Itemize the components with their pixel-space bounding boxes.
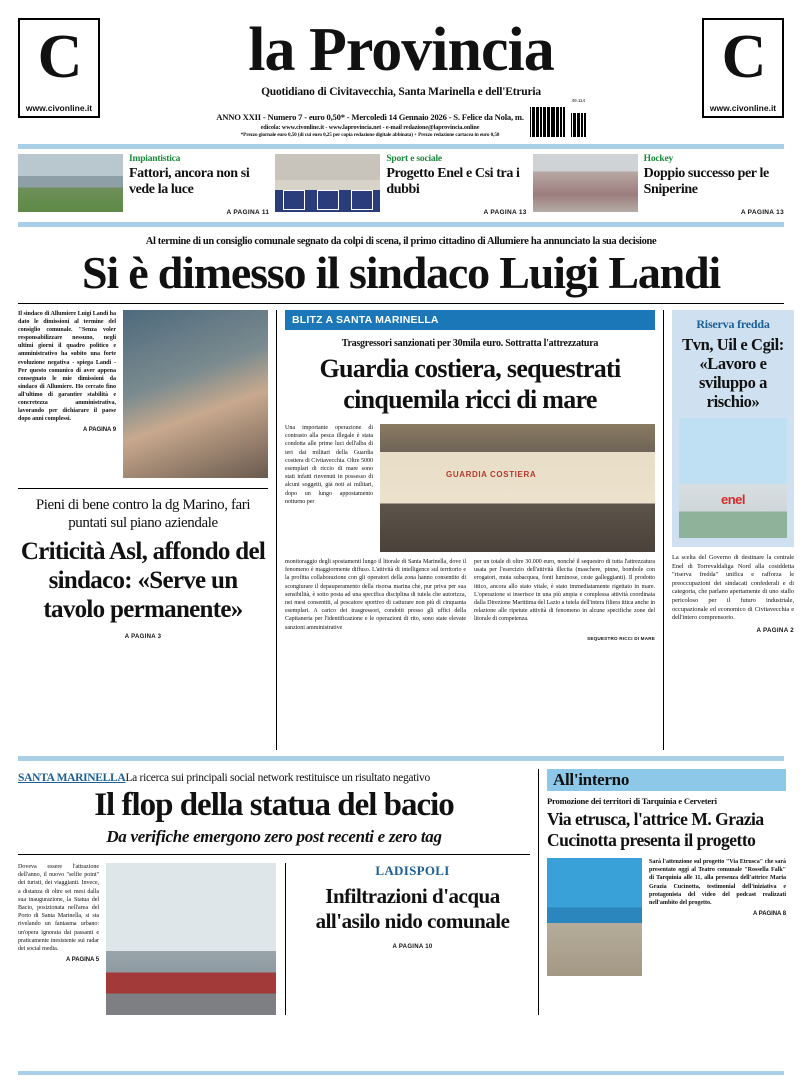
- left-column-divider: [18, 488, 268, 489]
- teaser-page-ref-3: A PAGINA 13: [740, 209, 784, 216]
- logo-letter-left: C: [37, 23, 81, 91]
- teaser-kicker-2: Sport e sociale: [386, 154, 442, 164]
- santa-marinella-line: [18, 769, 530, 785]
- barcode-icon: [530, 103, 565, 137]
- web-line: edicola: www.civonline.it - www.laprovincia.net - e-mail redazione@laprovincia.online: [260, 123, 480, 131]
- ladispoli-page-ref: A PAGINA 10: [392, 944, 433, 950]
- logo-letter-right: C: [721, 23, 765, 91]
- teaser-page-ref-2: A PAGINA 13: [483, 209, 527, 216]
- teaser-headline-3[interactable]: Doppio successo per le Sniperine: [643, 166, 769, 197]
- price-note: *Prezzo giornale euro 0,50 (di cui euro 0,25 per copia redazione digitale abbinata) + Prezzo redazione cartacea in euro 0,50: [240, 132, 500, 138]
- blitz-banner: BLITZ A SANTA MARINELLA: [285, 310, 655, 330]
- allinterno-body-text: Sarà l'attenzione sul progetto "Via Etrusca" che sarà presentato oggi al Teatro comunale "Rossella Falk" di Tarquinia alle 11, alla presenza dell'attrice Maria Grazia Cucinotta, testimonial dell'iniziativa e protagonista del video del podcast realizzati nell'ambito del progetto.: [649, 859, 786, 907]
- main-headline[interactable]: Si è dimesso il sindaco Luigi Landi: [82, 247, 720, 298]
- right-headline[interactable]: Tvn, Uil e Cgil: «Lavoro e sviluppo a rischio»: [682, 335, 784, 411]
- center-lower-columns: [285, 558, 655, 632]
- right-column: [664, 310, 794, 750]
- lower-left-overline: La ricerca sui principali social network restituisce un risultato negativo: [125, 772, 430, 784]
- cucinotta-photo: [547, 858, 642, 976]
- teaser-kicker-1: Impiantistica: [129, 154, 181, 164]
- teaser-kicker-3: Hockey: [643, 154, 674, 164]
- top-divider-rule: [18, 144, 784, 149]
- masthead-info-row: [106, 98, 696, 138]
- ladispoli-kicker: LADISPOLI: [375, 863, 450, 878]
- center-headline[interactable]: Guardia costiera, sequestrati cinquemila ricci di mare: [319, 354, 621, 414]
- logo-box-left: [18, 18, 100, 118]
- lower-left-subhead: Da verifiche emergono zero post recenti e zero tag: [106, 827, 442, 846]
- allinterno-overline: Promozione dei territori di Tarquinia e Cerveteri: [547, 796, 717, 806]
- teaser-bottom-rule: [18, 222, 784, 227]
- right-page-ref: A PAGINA 2: [756, 626, 794, 634]
- page-title: la Provincia: [248, 16, 554, 84]
- left-lead-body: Il sindaco di Allumiere Luigi Landi ha dato le dimissioni al termine del consiglio comunale. "Senza voler responsabilizzare nessuno, negli ultimi giorni il quadro politico e amministrativo ha subito una forte evoluzione negativa - spiega Landi - Per questo comunico di aver appena consegnato le mie dimissioni da sindaco di Allumiere. Ho cercato fino all'ultimo di garantire stabilità e concretezza amministrativa, lavorando per dichiarare il paese dopo anni complessi.: [18, 311, 116, 423]
- teaser-text-1: [129, 154, 269, 216]
- csi-logo-icon-2: [317, 190, 339, 210]
- csi-logo-icon-3: [351, 190, 373, 210]
- barcode-group: [530, 103, 565, 138]
- logo-url-left[interactable]: www.civonline.it: [25, 103, 93, 113]
- landi-portrait-photo: [123, 310, 268, 478]
- enel-logo-icon: enel: [720, 492, 746, 508]
- teaser-impiantistica[interactable]: [18, 154, 269, 216]
- lower-left-section: [18, 769, 538, 1015]
- lower-left-rule: [18, 854, 530, 855]
- stadium-photo: [18, 154, 123, 212]
- left-second-headline[interactable]: Criticità Asl, affondo del sindaco: «Serve un tavolo permanente»: [20, 538, 266, 623]
- teaser-headline-2[interactable]: Progetto Enel e Csi tra i dubbi: [386, 166, 520, 197]
- center-body-col1: Una importante operazione di contrasto alla pesca illegale è stata condotta alle prime luci dell'alba di ieri dai militari della Guardia costiera di Civitavecchia. Oltre 5000 esemplari di riccio di mare sono stati infatti rinvenuti in possesso di alcuni soggetti, già noti ai militari, dopo un lungo appostamento notturno per: [285, 425, 373, 505]
- teaser-strip: [18, 154, 784, 216]
- lower-left-body: [18, 863, 106, 1015]
- teaser-sport-sociale[interactable]: [275, 154, 526, 216]
- santa-marinella-tag[interactable]: SANTA MARINELLA: [18, 772, 126, 784]
- lower-section: [18, 769, 784, 1015]
- allinterno-row: [547, 858, 786, 976]
- left-column: [18, 310, 276, 750]
- van-label-text: GUARDIA COSTIERA: [446, 470, 537, 480]
- center-body-col2: monitoraggio degli spostamenti lungo il litorale di Santa Marinella, dove il fenomeno è maggiormente diffuso. L'attività di intelligence sul territorio e la profitta collaborazione con gli operatori della zona hanno consentito di scongiurare il depauperamento della risorsa marina che, pur priva per sua sensibilità, è sotto posta ad una specifica disciplina di tutela che autorizza, nei mesi consentiti, al pescatore sportivo di catturare non più di cinquanta esemplari. A carico dei trasgressori, condotti presso gli uffici della Capitaneria per l'identificazione e le operazioni di rito, sono state elevate sanzioni amministrative: [285, 559, 466, 631]
- masthead-info-text: [216, 108, 524, 138]
- allinterno-headline[interactable]: Via etrusca, l'attrice M. Grazia Cucinotta presenta il progetto: [547, 809, 764, 850]
- right-kicker: Riserva fredda: [696, 317, 770, 331]
- issue-line: ANNO XXII - Numero 7 - euro 0,50* - Mercoledì 14 Gennaio 2026 - S. Felice da Nola, m.: [216, 112, 524, 122]
- lower-section-top-rule: [18, 756, 784, 761]
- left-second-page-ref: A PAGINA 3: [124, 634, 162, 640]
- statue-photo: [106, 863, 276, 1015]
- teaser-text-3: [644, 154, 784, 216]
- teaser-hockey[interactable]: [533, 154, 784, 216]
- left-second-overline: Pieni di bene contro la dg Marino, fari puntati sul piano aziendale: [35, 497, 251, 531]
- teaser-text-2: [386, 154, 526, 216]
- masthead-center: [100, 18, 702, 138]
- barcode-number: 49.114: [571, 98, 586, 103]
- logo-box-right: [702, 18, 784, 118]
- lead-row: [18, 310, 268, 478]
- lower-left-headline[interactable]: Il flop della statua del bacio: [94, 787, 454, 823]
- allinterno-body: [649, 858, 786, 976]
- center-photo-row: [285, 424, 655, 552]
- center-column: [276, 310, 664, 750]
- masthead: [18, 18, 784, 138]
- press-conference-photo: [275, 154, 380, 212]
- riserva-fredda-block[interactable]: [672, 310, 794, 547]
- enel-power-plant-photo: [679, 418, 787, 538]
- lower-left-page-ref: A PAGINA 5: [66, 957, 99, 964]
- main-overline: Al termine di un consiglio comunale segnato da colpi di scena, il primo cittadino di Allumiere ha annunciato la sua decisione: [145, 236, 657, 247]
- body-grid: [18, 310, 794, 750]
- logo-url-right[interactable]: www.civonline.it: [709, 103, 777, 113]
- barcode-number-group: [571, 98, 586, 138]
- center-photo-credit: SEQUESTRO RICCI DI MARE: [587, 635, 655, 641]
- ladispoli-block[interactable]: [285, 863, 530, 1015]
- teaser-page-ref-1: A PAGINA 11: [226, 209, 270, 216]
- center-body-col3: per un totale di oltre 30.000 euro, nonché il sequestro di tutta l'attrezzatura usata per l'esercizio dell'attività illecita (maschere, pinne, bombole con erogatori, muta subacquea, fonti luminose, ceste galleggianti). Il prodotto ittico, ancora allo stato vitale, è stato immediatamente rigettato in mare. L'operazione si inserisce in una più ampia e complessa attività coordinata dalla Direzione Marittima del Lazio a tutela dell'intera filiera ittica anche in relazione alle ripetute attività di fenomeno in alcune specifiche zone del litorale di competenza.: [474, 559, 655, 623]
- left-lead-page-ref: A PAGINA 9: [83, 427, 116, 434]
- allinterno-banner: All'interno: [547, 769, 786, 791]
- barcode-secondary-icon: [571, 103, 586, 137]
- allinterno-page-ref: A PAGINA 8: [753, 911, 786, 918]
- lower-left-columns: [18, 863, 530, 1015]
- coast-guard-van-photo: [380, 424, 655, 552]
- masthead-subtitle: Quotidiano di Civitavecchia, Santa Marinella e dell'Etruria: [261, 86, 541, 98]
- headline-bottom-rule: [18, 303, 784, 304]
- right-body-text: La scelta del Governo di destinare la centrale Enel di Torrevaldaliga Nord alla cosiddetta "riserva fredda" unifica e rafforza le preoccupazioni dei sindacati confederali e di categoria, che parlano apertamente di uno stallo pericoloso per il futuro industriale, occupazionale ed economico di Civitavecchia e dell'intero comprensorio.: [672, 554, 794, 622]
- csi-logo-icon-1: [283, 190, 305, 210]
- bottom-rule: [18, 1071, 784, 1075]
- center-overline: Trasgressori sanzionati per 30mila euro. Sottratta l'attrezzatura: [341, 338, 599, 349]
- left-lead-text: [18, 310, 116, 478]
- teaser-headline-1[interactable]: Fattori, ancora non si vede la luce: [129, 166, 250, 197]
- allinterno-section: [538, 769, 786, 1015]
- hockey-team-photo: [533, 154, 638, 212]
- ladispoli-headline[interactable]: Infiltrazioni d'acqua all'asilo nido comunale: [315, 884, 510, 933]
- lower-left-body-text: Doveva essere l'attrazione dell'anno, il nuovo "selfie point" dei turisti, dei viaggianti. Invece, a distanza di oltre sei mesi dalla sua inaugurazione, la Statua del Bacio, posizionata nell'area del Porto di Santa Marinella, si sta rivelando un fantasma urbano: un'opera ignorata dai passanti e praticamente inesistente sui radar dei social media.: [18, 864, 99, 953]
